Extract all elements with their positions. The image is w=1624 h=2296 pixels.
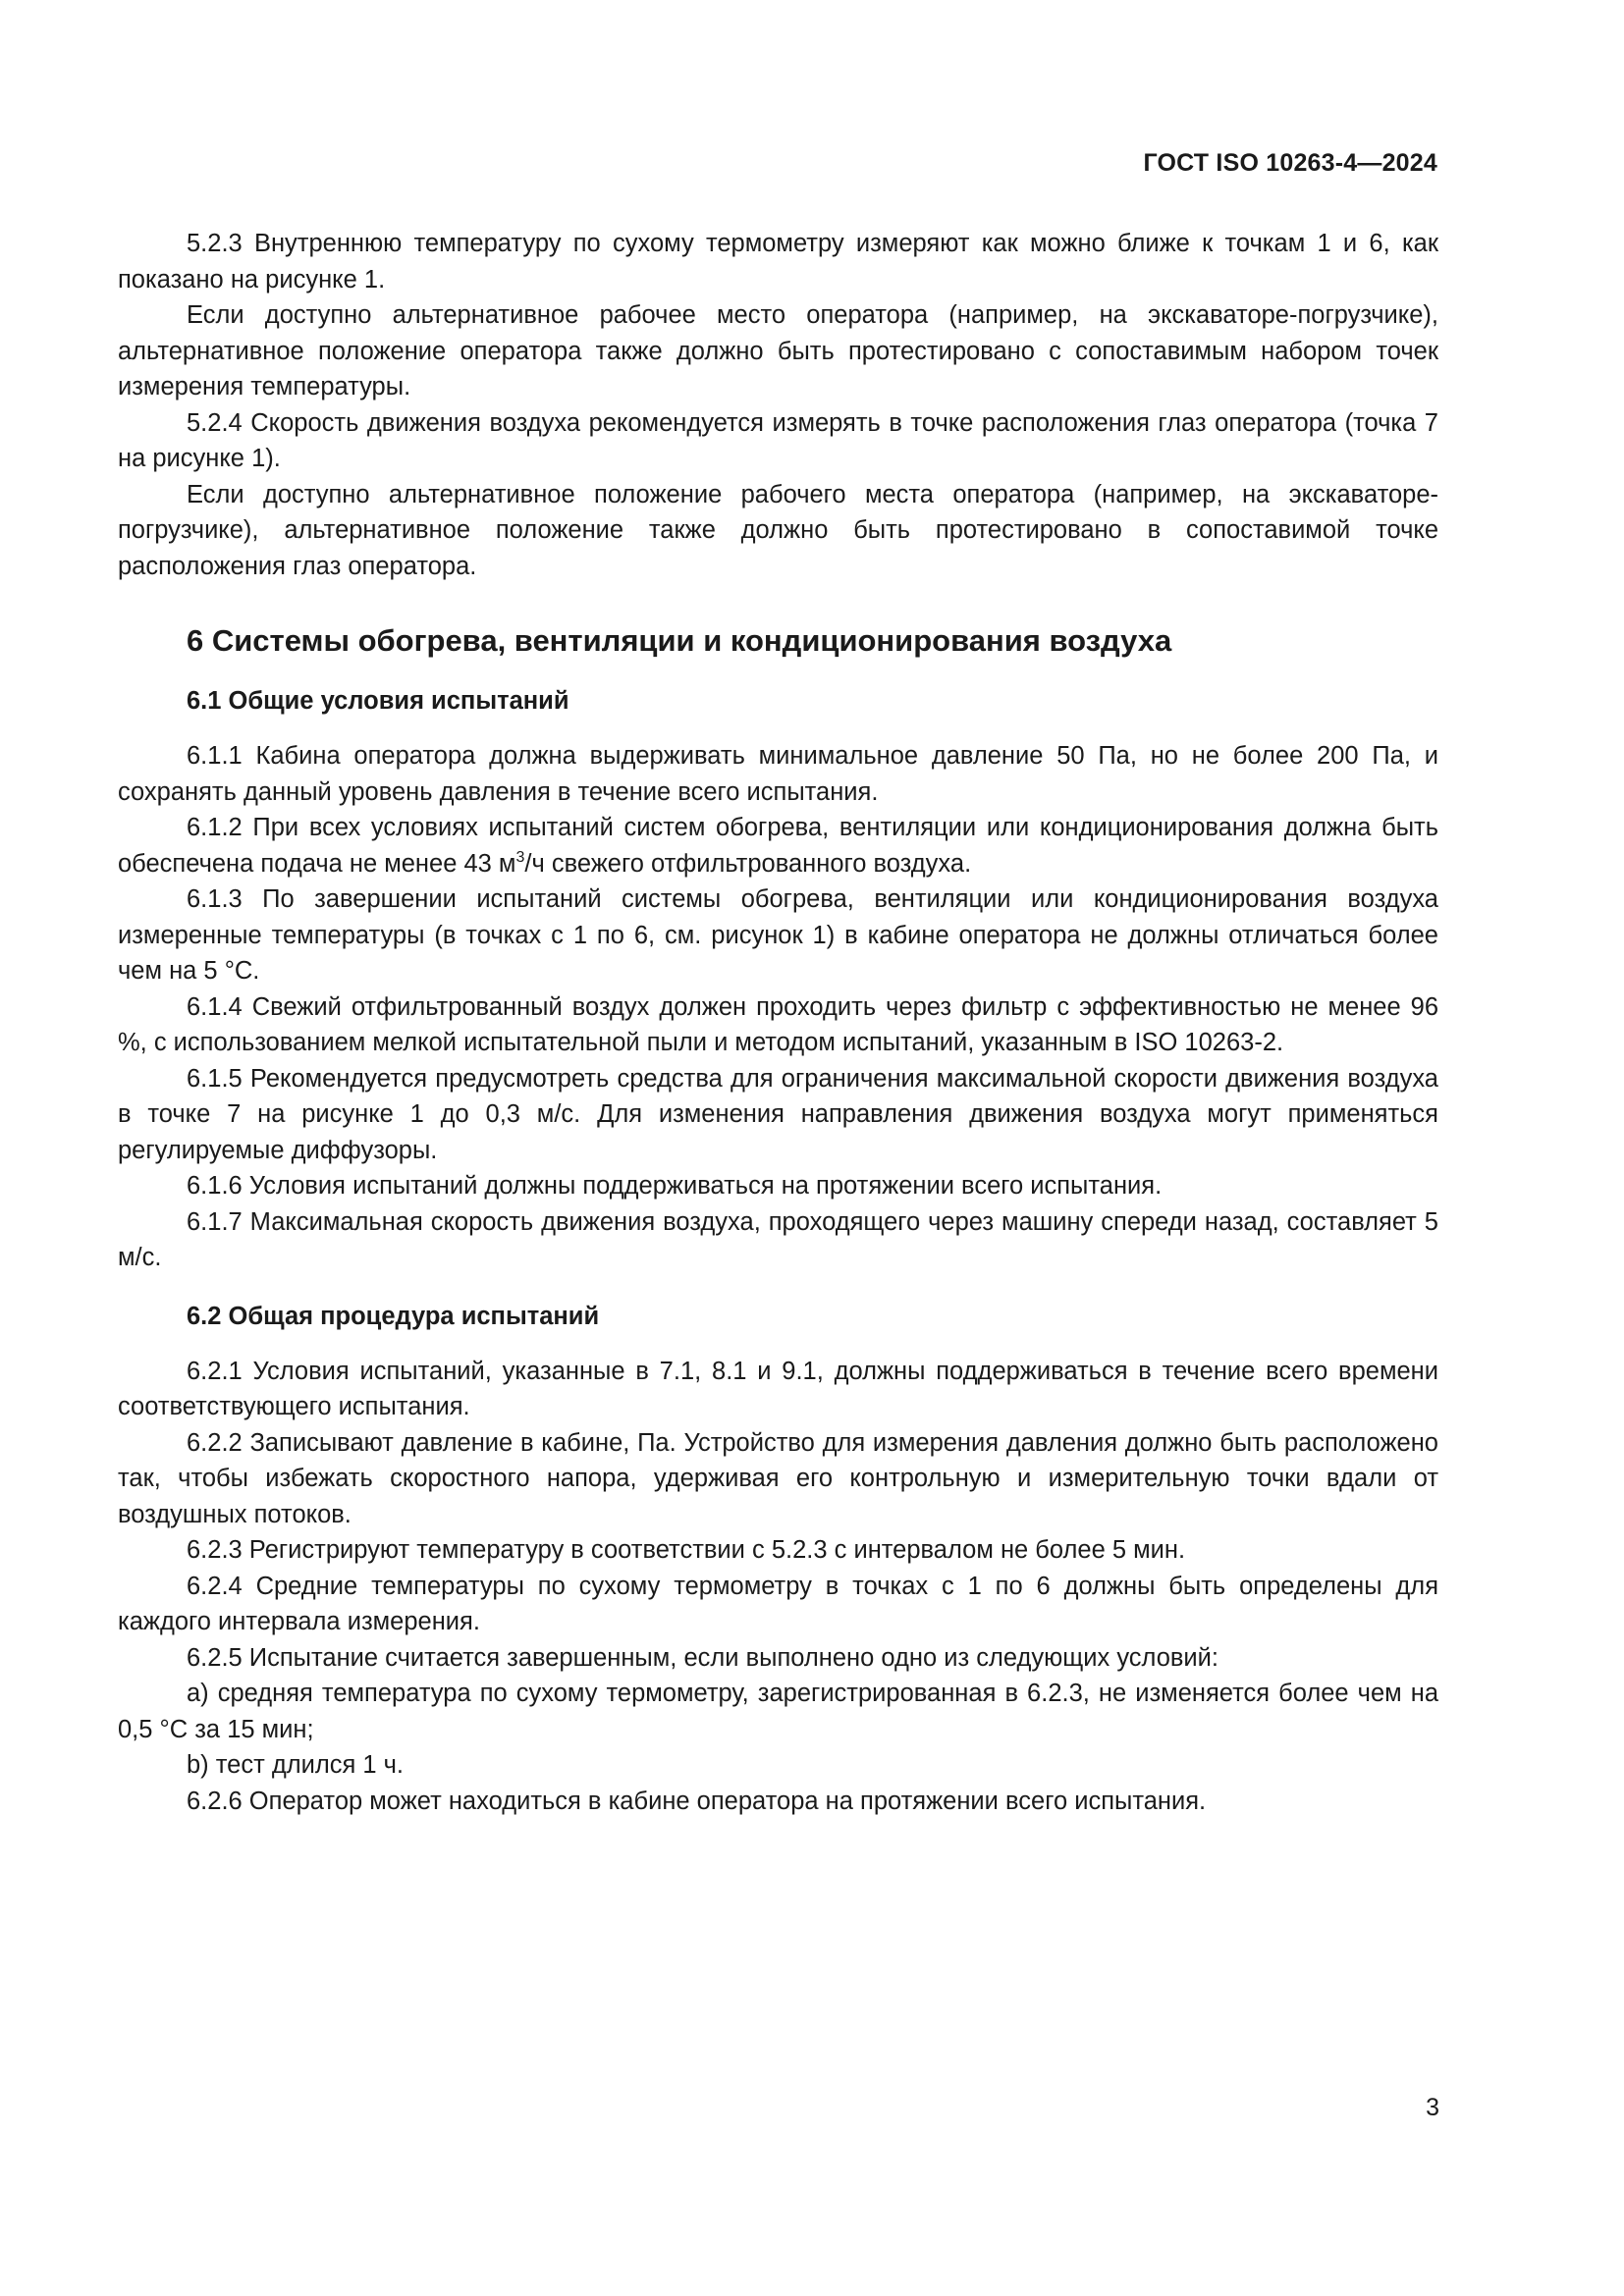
paragraph-5-2-3: 5.2.3 Внутреннюю температуру по сухому термометру измеряют как можно ближе к точкам 1 и 6, как показано на рисунке 1. bbox=[118, 230, 1438, 294]
paragraph-6-2-2: 6.2.2 Записывают давление в кабине, Па. Устройство для измерения давления должно быть расположено так, чтобы избежать скоростного напора, удерживая его контрольную и измерительную точки вдали от воздушных потоков. bbox=[118, 1428, 1438, 1528]
paragraph-6-1-6: 6.1.6 Условия испытаний должны поддерживаться на протяжении всего испытания. bbox=[187, 1172, 1163, 1200]
document-header: ГОСТ ISO 10263-4—2024 bbox=[1143, 149, 1437, 177]
paragraph-5-2-3-alt: Если доступно альтернативное рабочее место оператора (например, на экскаваторе-погрузчике), альтернативное положение оператора также должно быть протестировано с сопоставимым набором точек измерения температуры. bbox=[118, 301, 1438, 400]
list-item-b: b) тест длился 1 ч. bbox=[187, 1751, 405, 1779]
page-number: 3 bbox=[1426, 2094, 1439, 2121]
section-6-1-heading: 6.1 Общие условия испытаний bbox=[187, 687, 569, 715]
paragraph-5-2-4: 5.2.4 Скорость движения воздуха рекомендуется измерять в точке расположения глаз оператора (точка 7 на рисунке 1). bbox=[118, 408, 1438, 472]
page-content bbox=[118, 226, 1438, 1819]
paragraph-6-1-3: 6.1.3 По завершении испытаний системы обогрева, вентиляции или кондиционирования воздуха измеренные температуры (в точках с 1 по 6, см. рисунок 1) в кабине оператора не должны отличаться более чем на 5 °С. bbox=[118, 885, 1438, 985]
paragraph-5-2-4-alt: Если доступно альтернативное положение рабочего места оператора (например, на экскаваторе-погрузчике), альтернативное положение также должно быть протестировано в сопоставимой точке расположения глаз оператора. bbox=[118, 480, 1438, 580]
paragraph-6-1-2 bbox=[118, 810, 1438, 881]
paragraph-6-2-3: 6.2.3 Регистрируют температуру в соответствии с 5.2.3 с интервалом не более 5 мин. bbox=[187, 1536, 1186, 1564]
paragraph-6-1-2-text-after: /ч свежего отфильтрованного воздуха. bbox=[524, 849, 972, 878]
paragraph-6-1-2-text-before: 6.1.2 При всех условиях испытаний систем обогрева, вентиляции или кондиционирования должна быть обеспечена подача не менее 43 м bbox=[118, 814, 1438, 878]
list-item-a: а) средняя температура по сухому термометру, зарегистрированная в 6.2.3, не изменяется более чем на 0,5 °С за 15 мин; bbox=[118, 1680, 1438, 1743]
paragraph-6-1-5: 6.1.5 Рекомендуется предусмотреть средства для ограничения максимальной скорости движения воздуха в точке 7 на рисунке 1 до 0,3 м/с. Для изменения направления движения воздуха могут применяться регулируемые диффузоры. bbox=[118, 1064, 1438, 1164]
superscript-cubic: 3 bbox=[515, 848, 525, 866]
section-6-2-heading: 6.2 Общая процедура испытаний bbox=[187, 1302, 600, 1330]
paragraph-6-2-6: 6.2.6 Оператор может находиться в кабине оператора на протяжении всего испытания. bbox=[187, 1787, 1207, 1815]
paragraph-6-2-4: 6.2.4 Средние температуры по сухому термометру в точках с 1 по 6 должны быть определены для каждого интервала измерения. bbox=[118, 1572, 1438, 1635]
paragraph-6-2-5: 6.2.5 Испытание считается завершенным, если выполнено одно из следующих условий: bbox=[187, 1643, 1219, 1672]
section-6-heading: 6 Системы обогрева, вентиляции и кондиционирования воздуха bbox=[187, 623, 1172, 658]
paragraph-6-2-1: 6.2.1 Условия испытаний, указанные в 7.1, 8.1 и 9.1, должны поддерживаться в течение всего времени соответствующего испытания. bbox=[118, 1357, 1438, 1420]
paragraph-6-1-7: 6.1.7 Максимальная скорость движения воздуха, проходящего через машину спереди назад, составляет 5 м/с. bbox=[118, 1207, 1438, 1271]
paragraph-6-1-4: 6.1.4 Свежий отфильтрованный воздух должен проходить через фильтр с эффективностью не менее 96 %, с использованием мелкой испытательной пыли и методом испытаний, указанным в ISO 10263-2. bbox=[118, 992, 1438, 1056]
paragraph-6-1-1: 6.1.1 Кабина оператора должна выдерживать минимальное давление 50 Па, но не более 200 Па, и сохранять данный уровень давления в течение всего испытания. bbox=[118, 742, 1438, 806]
